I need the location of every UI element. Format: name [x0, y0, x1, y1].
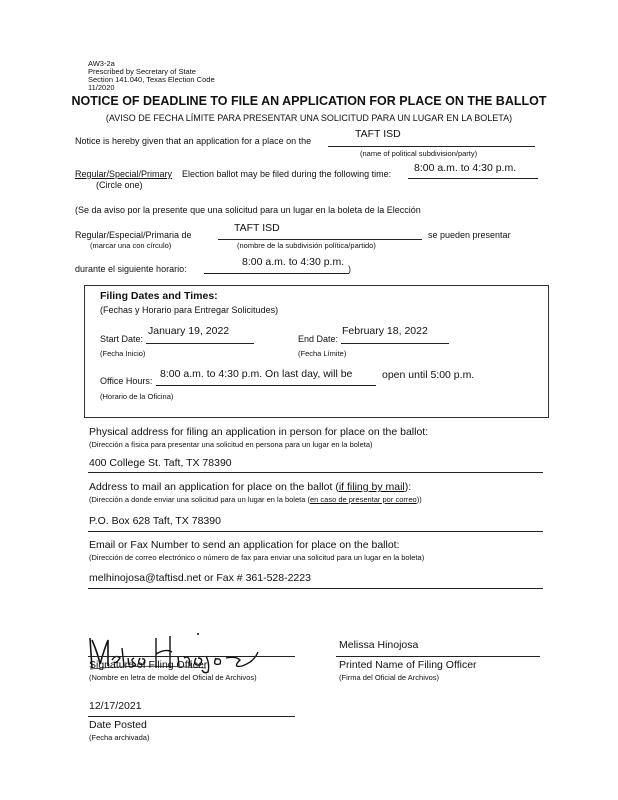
notice-prefix: Notice is hereby given that an application for a place on the [75, 136, 312, 146]
hours-tail: open until 5:00 p.m. [382, 369, 475, 381]
date-posted-caption: (Fecha archivada) [89, 733, 150, 742]
election-type: Regular/Special/Primary [75, 169, 173, 179]
mail-caption: (Dirección a donde enviar una solicitud para un lugar en la boleta (en caso de presentar por correo)) [89, 495, 422, 504]
subdivision-caption: (name of political subdivision/party) [360, 149, 478, 158]
physical-label: Physical address for filing an application in person for place on the ballot: [89, 426, 429, 438]
email-value: melhinojosa@taftisd.net or Fax # 361-528-2223 [89, 572, 311, 584]
start-value: January 19, 2022 [148, 325, 230, 337]
email-label: Email or Fax Number to send an application for place on the ballot: [89, 539, 400, 551]
email-caption: (Dirección de correo electrónico o número de fax para enviar una solicitud para un lugar en la boleta) [89, 553, 425, 562]
filing-subtitle: (Fechas y Horario para Entregar Solicitudes) [100, 305, 279, 315]
code-section: Section 141.040, Texas Election Code [88, 75, 215, 84]
subdivision-value: TAFT ISD [355, 128, 401, 140]
page-title: NOTICE OF DEADLINE TO FILE AN APPLICATION FOR PLACE ON THE BALLOT [71, 94, 547, 108]
election-time: 8:00 a.m. to 4:30 p.m. [414, 162, 517, 174]
hours-caption: (Horario de la Oficina) [100, 392, 174, 401]
spanish-circle: (marcar una con círculo) [90, 241, 172, 250]
printed-name-label: Printed Name of Filing Officer [339, 659, 477, 671]
hours-label: Office Hours: [100, 376, 153, 386]
signature-label: Signature of Filing Officer [89, 659, 208, 671]
date-posted-value: 12/17/2021 [89, 700, 142, 712]
end-caption: (Fecha Límite) [298, 349, 347, 358]
schedule-close: ) [348, 264, 351, 274]
circle-one: (Circle one) [96, 180, 143, 190]
signature-caption: (Nombre en letra de molde del Oficial de Archivos) [89, 673, 257, 682]
election-text: Election ballot may be filed during the following time: [182, 169, 392, 179]
page-subtitle: (AVISO DE FECHA LÍMITE PARA PRESENTAR UNA SOLICITUD PARA UN LUGAR EN LA BOLETA) [105, 113, 513, 123]
start-caption: (Fecha Inicio) [100, 349, 146, 358]
schedule-value: 8:00 a.m. to 4:30 p.m. [242, 256, 345, 268]
printed-name-caption: (Firma del Oficial de Archivos) [339, 673, 440, 682]
end-value: February 18, 2022 [342, 325, 428, 337]
form-date: 11/2020 [88, 83, 115, 92]
hours-value: 8:00 a.m. to 4:30 p.m. On last day, will be [160, 368, 353, 380]
mail-value: P.O. Box 628 Taft, TX 78390 [89, 515, 221, 527]
prescribed-by: Prescribed by Secretary of State [88, 67, 196, 76]
start-label: Start Date: [100, 334, 144, 344]
filing-title: Filing Dates and Times: [100, 290, 218, 302]
date-posted-label: Date Posted [89, 719, 147, 731]
physical-caption: (Dirección a física para presentar una solicitud en persona para un lugar en la boleta) [89, 440, 373, 449]
spanish-subdivision-caption: (nombre de la subdivisión política/partido) [237, 241, 376, 250]
physical-value: 400 College St. Taft, TX 78390 [89, 457, 232, 469]
spanish-subdivision: TAFT ISD [234, 222, 280, 234]
end-label: End Date: [298, 334, 339, 344]
spanish-type: Regular/Especial/Primaria de [75, 230, 192, 240]
spanish-line1: (Se da aviso por la presente que una solicitud para un lugar en la boleta de la Elección [75, 205, 421, 215]
form-id: AW3-2a [88, 59, 115, 68]
spanish-tail: se pueden presentar [428, 230, 511, 240]
mail-label: Address to mail an application for place on the ballot (if filing by mail): [89, 481, 412, 493]
schedule-prefix: durante el siguiente horario: [75, 264, 187, 274]
printed-name-value: Melissa Hinojosa [339, 639, 419, 651]
